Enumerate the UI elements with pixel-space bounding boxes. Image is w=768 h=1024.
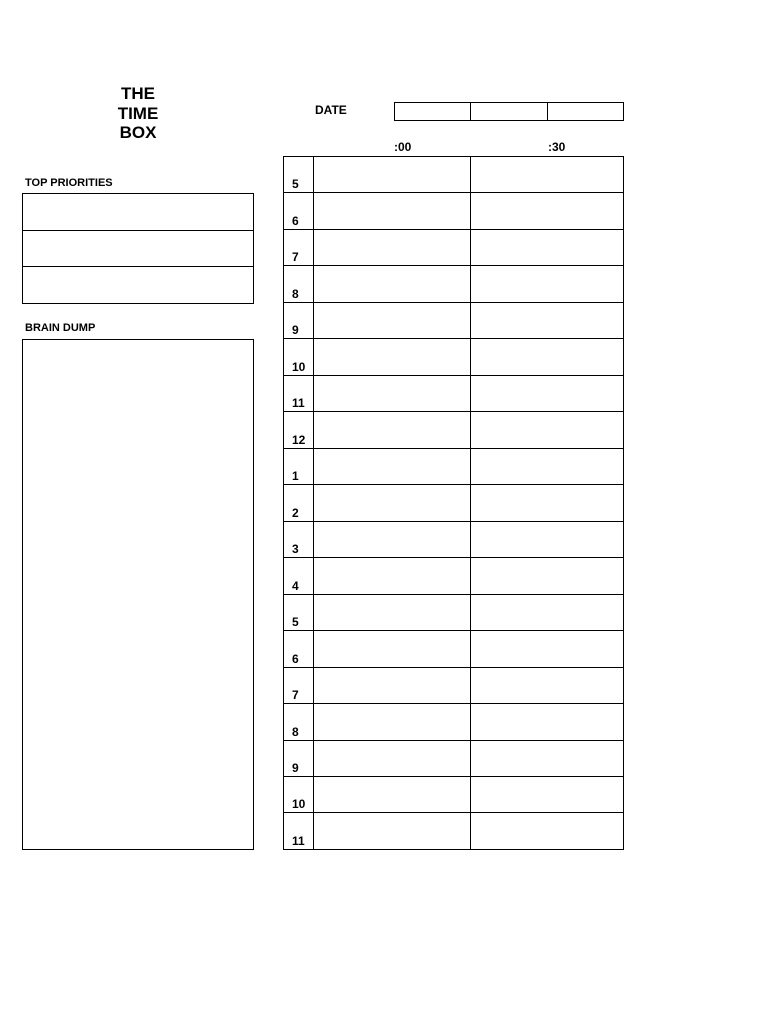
time-slot-00[interactable] — [314, 704, 471, 739]
hour-label: 3 — [284, 522, 314, 557]
time-slot-00[interactable] — [314, 631, 471, 666]
hour-row — [284, 595, 623, 631]
time-slot-00[interactable] — [314, 193, 471, 228]
time-slot-00[interactable] — [314, 777, 471, 812]
time-slot-30[interactable] — [471, 157, 623, 192]
hour-label: 5 — [284, 595, 314, 630]
hour-row — [284, 558, 623, 594]
time-slot-30[interactable] — [471, 412, 623, 447]
hour-label: 11 — [284, 376, 314, 411]
hour-row — [284, 485, 623, 521]
hour-row — [284, 303, 623, 339]
hour-label: 7 — [284, 668, 314, 703]
title-line-time: TIME — [117, 103, 159, 123]
priority-field-2[interactable] — [23, 231, 253, 268]
time-slot-00[interactable] — [314, 157, 471, 192]
hour-row — [284, 631, 623, 667]
title-line-the: THE — [121, 84, 155, 103]
title-line-box: BOX — [119, 123, 157, 142]
time-slot-30[interactable] — [471, 813, 623, 848]
time-slot-30[interactable] — [471, 704, 623, 739]
priority-field-1[interactable] — [23, 194, 253, 231]
date-label: DATE — [315, 103, 347, 117]
hour-row — [284, 193, 623, 229]
hour-row — [284, 339, 623, 375]
time-slot-30[interactable] — [471, 558, 623, 593]
column-header-00: :00 — [394, 140, 412, 154]
time-slot-30[interactable] — [471, 777, 623, 812]
hour-label: 12 — [284, 412, 314, 447]
time-slot-30[interactable] — [471, 741, 623, 776]
brain-dump-label: BRAIN DUMP — [25, 322, 96, 334]
hour-label: 8 — [284, 266, 314, 301]
hour-label: 10 — [284, 339, 314, 374]
time-slot-00[interactable] — [314, 595, 471, 630]
date-field-1[interactable] — [394, 102, 471, 121]
time-slot-30[interactable] — [471, 193, 623, 228]
column-header-30: :30 — [548, 140, 566, 154]
hour-label: 6 — [284, 193, 314, 228]
date-field-3[interactable] — [547, 102, 624, 121]
time-slot-00[interactable] — [314, 522, 471, 557]
page-title — [88, 84, 188, 143]
hour-label: 7 — [284, 230, 314, 265]
hour-label: 1 — [284, 449, 314, 484]
hour-row — [284, 522, 623, 558]
time-slot-30[interactable] — [471, 230, 623, 265]
top-priorities-list — [22, 193, 254, 304]
hour-label: 2 — [284, 485, 314, 520]
hour-row — [284, 412, 623, 448]
time-slot-30[interactable] — [471, 631, 623, 666]
hour-row — [284, 230, 623, 266]
time-slot-00[interactable] — [314, 266, 471, 301]
time-slot-00[interactable] — [314, 376, 471, 411]
hour-row — [284, 668, 623, 704]
time-slot-30[interactable] — [471, 449, 623, 484]
time-slot-30[interactable] — [471, 485, 623, 520]
hour-label: 8 — [284, 704, 314, 739]
hour-label: 9 — [284, 303, 314, 338]
hour-label: 6 — [284, 631, 314, 666]
hour-label: 10 — [284, 777, 314, 812]
hour-row — [284, 741, 623, 777]
priority-field-3[interactable] — [23, 267, 253, 303]
top-priorities-label: TOP PRIORITIES — [25, 177, 113, 189]
hour-label: 4 — [284, 558, 314, 593]
hour-label: 9 — [284, 741, 314, 776]
time-slot-00[interactable] — [314, 449, 471, 484]
time-slot-30[interactable] — [471, 266, 623, 301]
time-slot-00[interactable] — [314, 485, 471, 520]
time-slot-00[interactable] — [314, 303, 471, 338]
time-slot-00[interactable] — [314, 230, 471, 265]
hour-label: 5 — [284, 157, 314, 192]
brain-dump-area[interactable] — [22, 339, 254, 850]
hour-row — [284, 704, 623, 740]
time-slot-00[interactable] — [314, 412, 471, 447]
hour-row — [284, 449, 623, 485]
hour-row — [284, 157, 623, 193]
time-slot-00[interactable] — [314, 668, 471, 703]
hour-row — [284, 813, 623, 848]
time-slot-30[interactable] — [471, 668, 623, 703]
hourly-schedule — [283, 156, 624, 850]
time-slot-00[interactable] — [314, 741, 471, 776]
time-slot-30[interactable] — [471, 303, 623, 338]
time-slot-00[interactable] — [314, 339, 471, 374]
time-slot-30[interactable] — [471, 376, 623, 411]
hour-row — [284, 376, 623, 412]
hour-row — [284, 777, 623, 813]
hour-label: 11 — [284, 813, 314, 848]
time-slot-30[interactable] — [471, 522, 623, 557]
time-slot-30[interactable] — [471, 339, 623, 374]
date-field-2[interactable] — [470, 102, 548, 121]
hour-row — [284, 266, 623, 302]
time-slot-00[interactable] — [314, 558, 471, 593]
time-slot-30[interactable] — [471, 595, 623, 630]
time-slot-00[interactable] — [314, 813, 471, 848]
